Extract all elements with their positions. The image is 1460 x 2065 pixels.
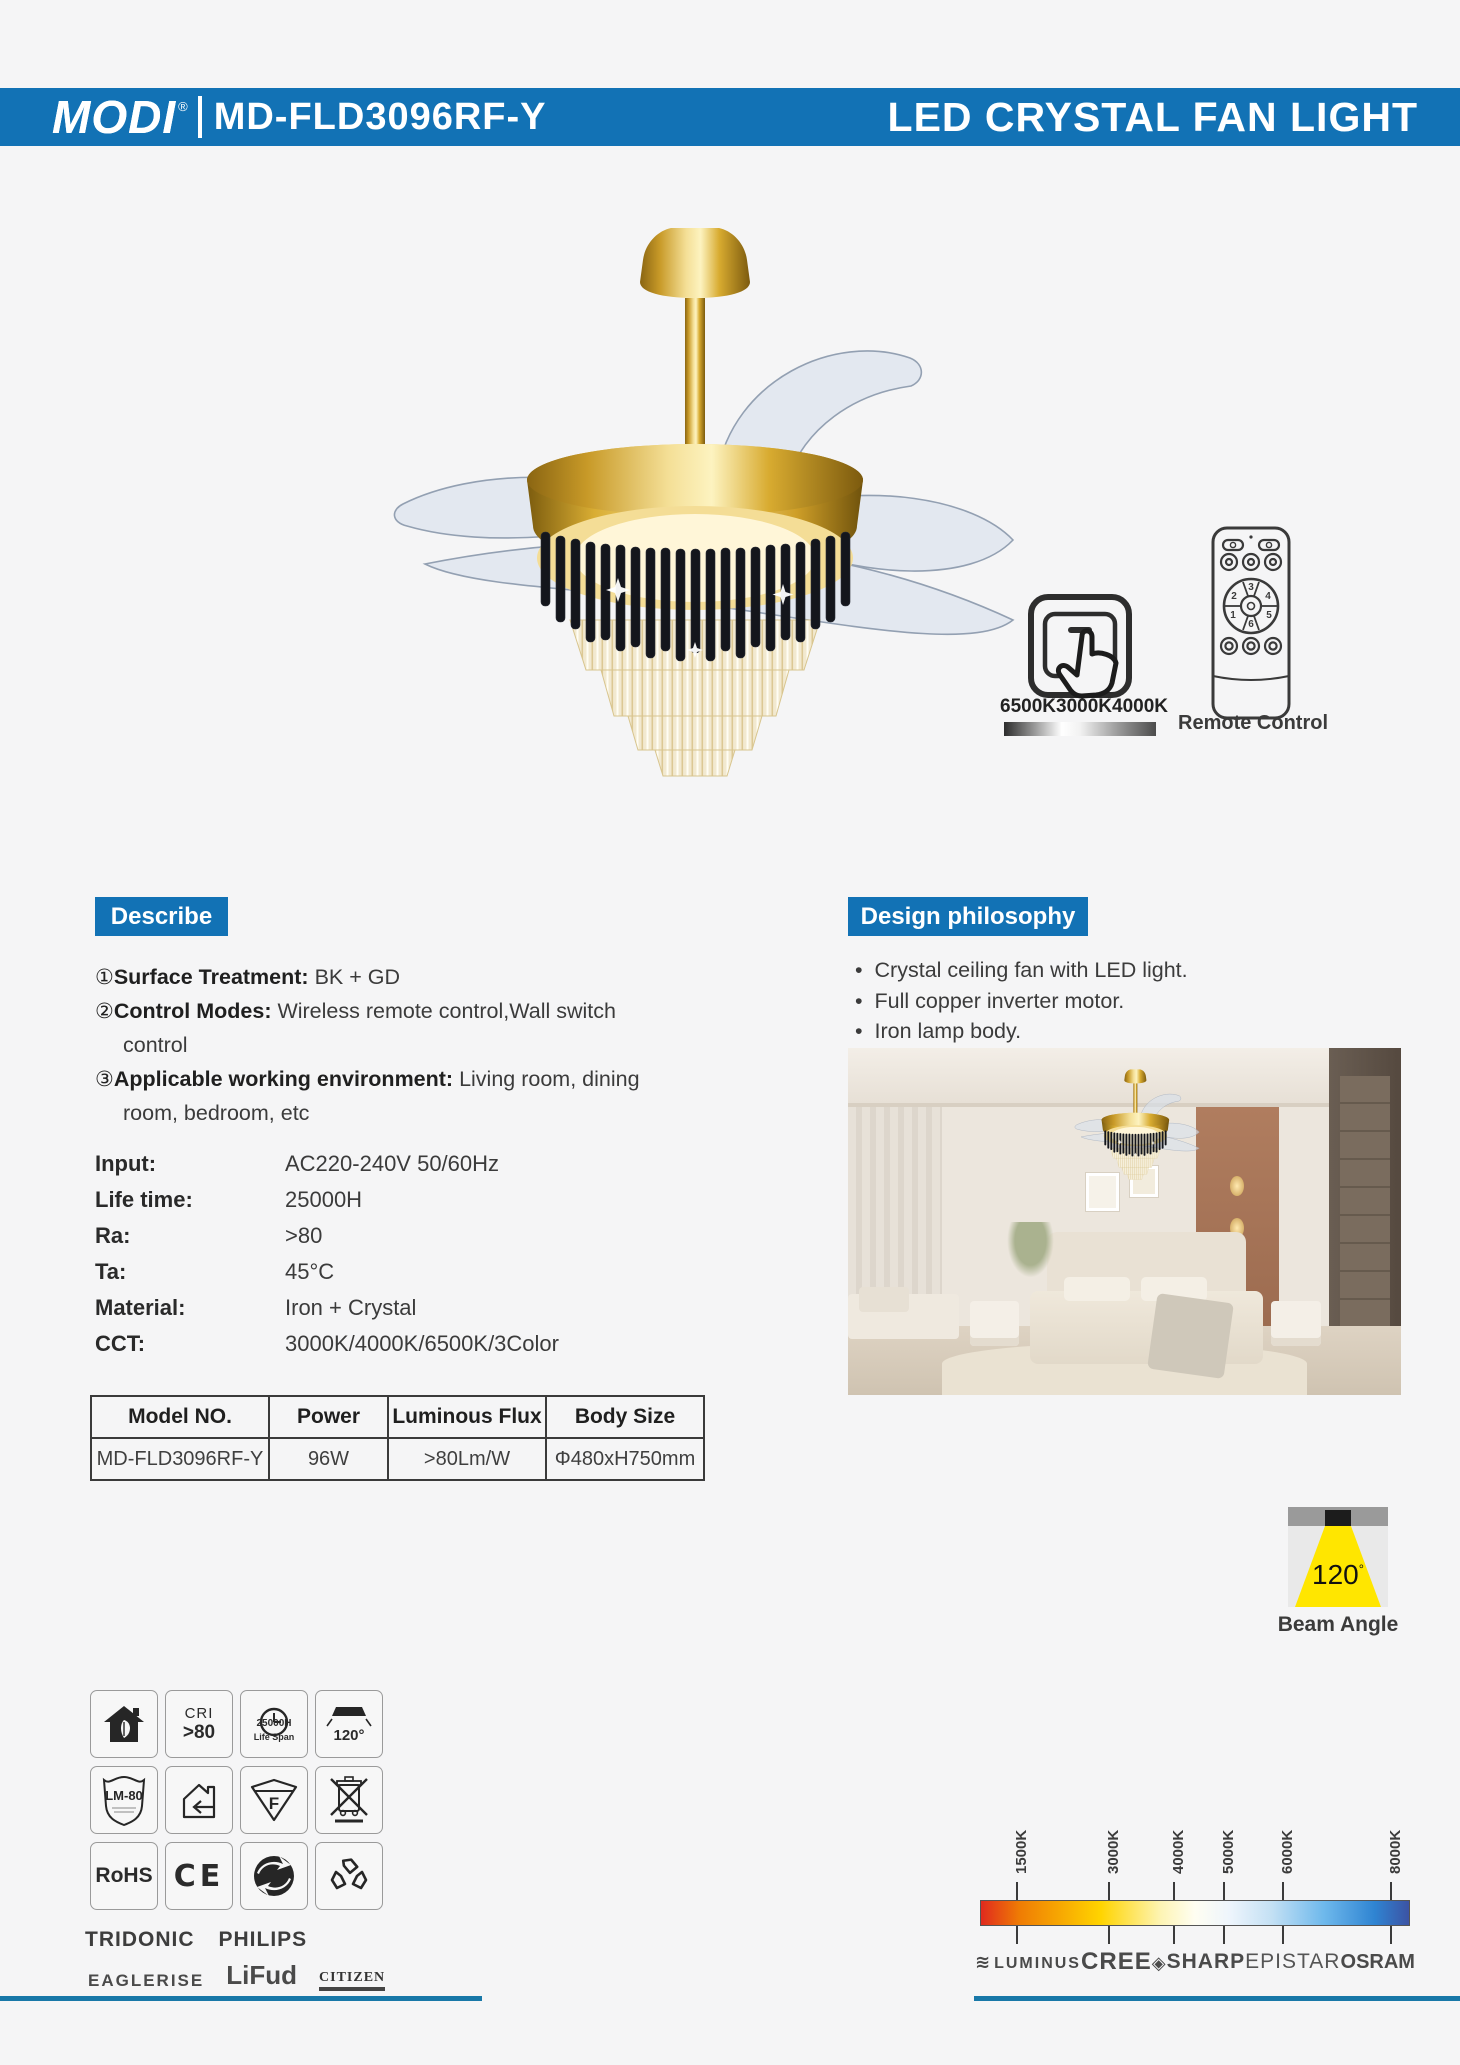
- cell-flux: >80Lm/W: [388, 1438, 546, 1480]
- green-dot-icon: [240, 1842, 308, 1910]
- header-divider: [198, 96, 202, 138]
- cell-power: 96W: [269, 1438, 388, 1480]
- logo-epistar: EPISTAR: [1245, 1950, 1341, 1973]
- nightstand: [1271, 1301, 1321, 1346]
- ceiling-fan-in-room: [1069, 1058, 1202, 1190]
- ce-mark: CE: [165, 1842, 233, 1910]
- remote-control-label: Remote Control: [1178, 712, 1328, 734]
- table-row: [91, 1438, 704, 1480]
- model-number: MD-FLD3096RF-Y: [213, 95, 547, 138]
- weee-bin-icon: [315, 1766, 383, 1834]
- logo-citizen: CITIZEN: [319, 1970, 385, 1991]
- registered-mark: ®: [178, 98, 188, 114]
- switch-cct-gradient-bar: [1004, 722, 1156, 736]
- spec-row: Material: Iron + Crystal: [95, 1295, 417, 1320]
- cct-label-3000k: 3000K: [1056, 696, 1112, 717]
- header-band: [0, 88, 1460, 146]
- model-spec-table: [90, 1395, 705, 1481]
- rohs-badge: RoHS: [90, 1842, 158, 1910]
- svg-text:2: 2: [1231, 591, 1237, 602]
- downlight-fixture: [1325, 1510, 1351, 1526]
- svg-text:3: 3: [1248, 582, 1254, 593]
- table-header-row: [91, 1396, 704, 1438]
- svg-text:5: 5: [1266, 610, 1272, 621]
- svg-text:1: 1: [1230, 610, 1236, 621]
- spec-row: Input: AC220-240V 50/60Hz: [95, 1151, 500, 1176]
- svg-text:4: 4: [1265, 591, 1271, 602]
- switch-cct-labels: [1000, 696, 1168, 718]
- spec-row: Ra: >80: [95, 1223, 323, 1248]
- logo-lifud: LiFud: [226, 1960, 298, 1990]
- bedroom-photo: [848, 1048, 1401, 1395]
- spec-row: CCT: 3000K/4000K/6500K/3Color: [95, 1331, 559, 1356]
- col-power: Power: [269, 1396, 388, 1438]
- logo-tridonic: TRIDONIC: [85, 1928, 195, 1951]
- modi-logo: MODI: [52, 91, 177, 143]
- cct-label-6500k: 6500K: [1000, 696, 1056, 717]
- lm80-shield-icon: [90, 1766, 158, 1834]
- page-title: LED CRYSTAL FAN LIGHT: [887, 93, 1418, 140]
- spec-row: Ta: 45°C: [95, 1259, 335, 1284]
- cree-diamond-icon: ◈: [1151, 1953, 1167, 1974]
- logo-eaglerise: EAGLERISE: [88, 1971, 205, 1990]
- remote-control-icon: [1208, 524, 1294, 722]
- footer-rule-right: [974, 1996, 1460, 2001]
- hand-press-icon: [1058, 631, 1116, 696]
- svg-text:6: 6: [1248, 619, 1254, 630]
- design-philosophy-heading: Design philosophy: [848, 897, 1088, 936]
- seat-cushion: [859, 1287, 909, 1311]
- nightstand: [970, 1301, 1020, 1346]
- logo-philips: PHILIPS: [218, 1928, 308, 1951]
- design-philosophy-list: [855, 955, 1415, 1047]
- cct-label-4000k: 4000K: [1112, 696, 1168, 717]
- svg-text:F: F: [268, 1794, 280, 1813]
- describe-item: ③Applicable working environment: Living room, dining room, bedroom, etc: [95, 1067, 640, 1125]
- cri-badge: CRI >80: [165, 1690, 233, 1758]
- beam-120-icon: 120°: [315, 1690, 383, 1758]
- logo-sharp: SHARP: [1166, 1950, 1246, 1973]
- wall-sconce: [1230, 1176, 1244, 1196]
- col-model: Model NO.: [91, 1396, 269, 1438]
- lifespan-badge: 25000H Life Span: [240, 1690, 308, 1758]
- recycle-icon: [315, 1842, 383, 1910]
- product-photo-fan-light: [365, 212, 1025, 787]
- wall-switch-icon: [1024, 590, 1136, 702]
- cell-size: Φ480xH750mm: [546, 1438, 704, 1480]
- describe-item: ①Surface Treatment: BK + GD: [95, 965, 401, 989]
- footer-rule-left: [0, 1996, 482, 2001]
- luminus-swoosh-icon: ≋: [975, 1951, 993, 1973]
- driver-brand-logos: [85, 1928, 307, 1952]
- cct-gradient-bar: [980, 1900, 1410, 1926]
- f-mark-icon: [240, 1766, 308, 1834]
- describe-list: [95, 960, 660, 1130]
- pillow: [1064, 1277, 1130, 1301]
- spec-row: Life time: 25000H: [95, 1187, 363, 1212]
- brand-block: [0, 91, 547, 143]
- describe-item: ②Control Modes: Wireless remote control,Wall switch control: [95, 999, 616, 1057]
- design-bullet: • Crystal ceiling fan with LED light.: [855, 955, 1415, 986]
- cell-model: MD-FLD3096RF-Y: [91, 1438, 269, 1480]
- led-chip-brand-logos: [975, 1948, 1415, 1976]
- cct-scale: 1500K 3000K 4000K 5000K 6000K 8000K: [980, 1830, 1410, 1945]
- describe-heading: Describe: [95, 897, 228, 936]
- design-bullet: • Iron lamp body.: [855, 1016, 1415, 1047]
- eco-house-icon: [90, 1690, 158, 1758]
- logo-luminus: ≋ LUMINUS: [975, 1951, 1081, 1973]
- logo-osram: OSRAM: [1340, 1950, 1415, 1973]
- blanket: [1147, 1293, 1234, 1379]
- svg-text:LM-80: LM-80: [105, 1788, 143, 1803]
- plant: [1003, 1222, 1058, 1284]
- beam-angle-label: Beam Angle: [1277, 1613, 1399, 1636]
- col-flux: Luminous Flux: [388, 1396, 546, 1438]
- spec-list: [95, 1146, 695, 1362]
- col-size: Body Size: [546, 1396, 704, 1438]
- beam-angle-icon: [1288, 1507, 1388, 1607]
- indoor-use-icon: [165, 1766, 233, 1834]
- wardrobe-shelves: [1340, 1076, 1390, 1354]
- beam-angle-value: 120°: [1312, 1559, 1364, 1590]
- certification-grid: [90, 1690, 390, 1918]
- driver-brand-logos-2: [88, 1960, 385, 1991]
- design-bullet: • Full copper inverter motor.: [855, 986, 1415, 1017]
- logo-cree: CREE◈: [1081, 1948, 1167, 1975]
